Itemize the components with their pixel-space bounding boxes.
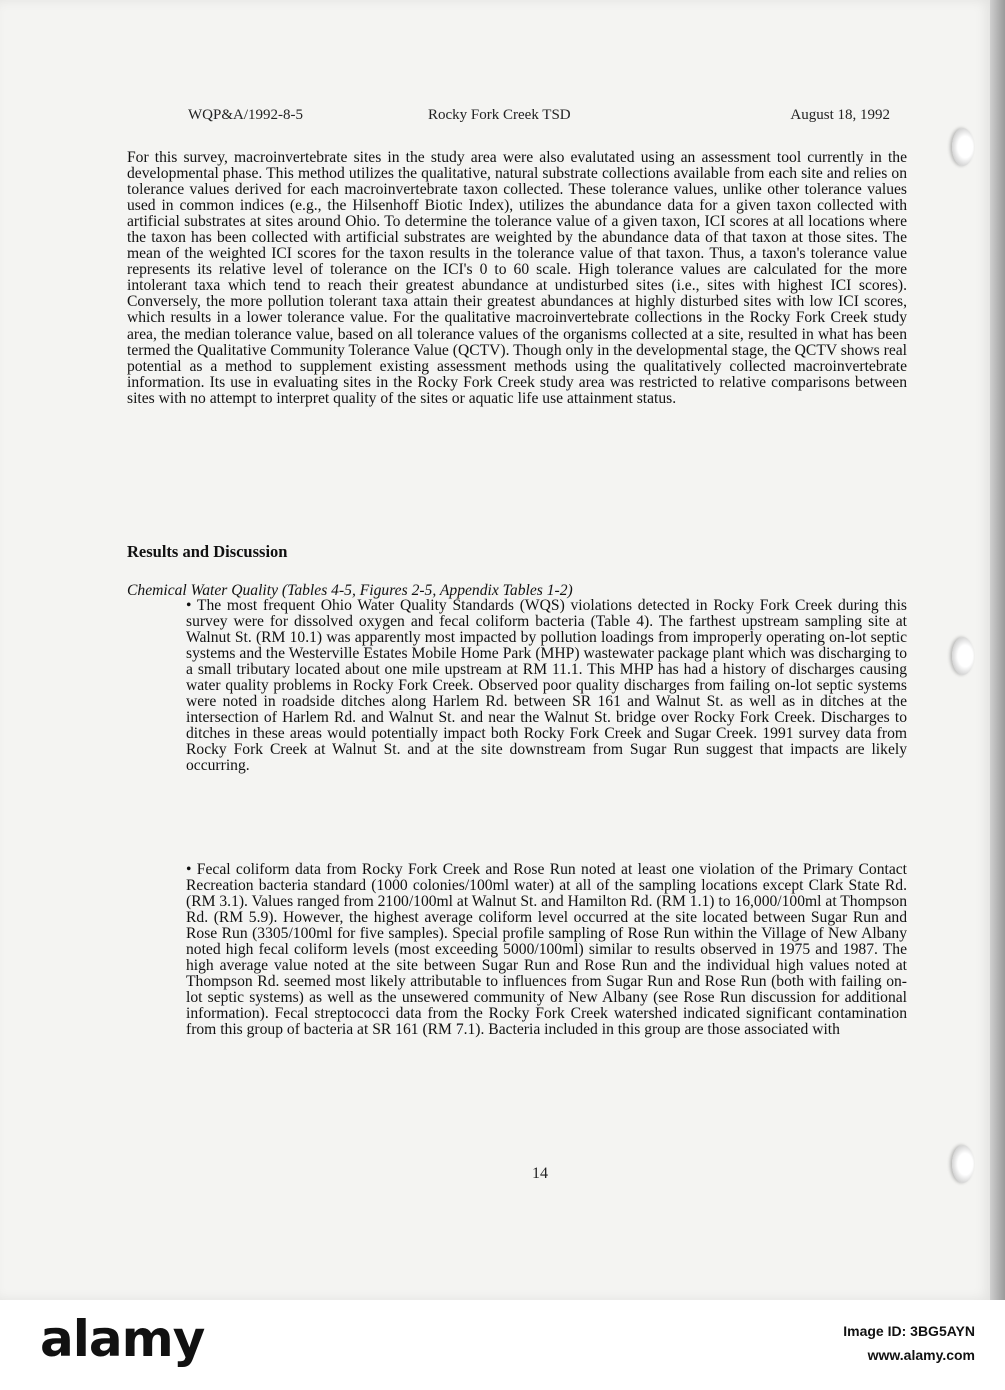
page-edge	[990, 0, 1005, 1300]
binder-hole-top	[952, 128, 974, 166]
page-number: 14	[532, 1165, 548, 1182]
binder-hole-middle	[952, 637, 974, 675]
intro-paragraph: For this survey, macroinvertebrate sites in the study area were also evalutated using an assessment tool currently in the developmental phase. This method utilizes the qualitative, natural substrate collections available from each site and relies on tolerance values derived for each macroinvertebrate taxon collected. These tolerance values, unlike other tolerance values used in common indices (e.g., the Hilsenhoff Biotic Index), utilizes the abundance data for a given taxon collected with artificial substrates at sites around Ohio. To determine the tolerance value of a given taxon, ICI scores at all locations where the taxon has been collected with artificial substrates are weighted by the abundance data of that taxon at those sites. The mean of the weighted ICI scores for the taxon results in the tolerance value of that taxon. Thus, a taxon's tolerance value represents its relative level of tolerance on the ICI's 0 to 60 scale. High tolerance values are calculated for the more intolerant taxa which tend to reach their greatest abundance at undisturbed sites (i.e., sites with highest ICI scores). Conversely, the more pollution tolerant taxa attain their greatest abundances at highly disturbed sites with low ICI scores, which results in a lower tolerance value. For the qualitative macroinvertebrate collections in the Rocky Fork Creek study area, the median tolerance value, based on all tolerance values of the organisms collected at a site, resulted in what has been termed the Qualitative Community Tolerance Value (QCTV). Though only in the developmental stage, the QCTV shows real potential as a method to supplement existing assessment methods using the qualitatively collected macroinvertebrate information. Its use in evaluating sites in the Rocky Fork Creek study area was restricted to relative comparisons between sites with no attempt to interpret quality of the sites or aquatic life use attainment status.	[127, 149, 907, 407]
header-date: August 18, 1992	[790, 107, 890, 123]
bullet-paragraph-1-block	[186, 598, 907, 775]
stock-brand-logo: alamy	[40, 1310, 205, 1368]
intro-paragraph-block	[127, 150, 907, 407]
bullet-paragraph-2: • Fecal coliform data from Rocky Fork Creek and Rose Run noted at least one violation of the Primary Contact Recreation bacteria standard (1000 colonies/100ml water) at all of the sampling locations except Clark State Rd. (RM 3.1). Values ranged from 2100/100ml at Walnut St. and Hamilton Rd. (RM 1.1) to 16,000/100ml at Thompson Rd. (RM 5.9). However, the highest average coliform level occurred at the site located between Sugar Run and Rose Run (3305/100ml for five samples). Special profile sampling of Rose Run within the Village of New Albany noted high fecal coliform levels (most exceeding 5000/100ml) similar to results observed in 1975 and 1987. The high average value noted at the site between Sugar Run and Rose Run and the individual high values noted at Thompson Rd. seemed most likely attributable to influences from Sugar Run and Rose Run (both with failing on-lot septic systems) as well as the unsewered community of New Albany (see Rose Run discussion for additional information). Fecal streptococci data from the Rocky Fork Creek watershed indicated significant contamination from this group of bacteria at SR 161 (RM 7.1). Bacteria included in this group are those associated with	[186, 861, 907, 1039]
running-header	[188, 107, 890, 127]
bullet-paragraph-2-block	[186, 862, 907, 1039]
header-report-id: WQP&A/1992-8-5	[188, 107, 303, 123]
stock-url: www.alamy.com	[867, 1347, 975, 1363]
subsection-heading: Chemical Water Quality (Tables 4-5, Figures 2-5, Appendix Tables 1-2)	[127, 582, 573, 599]
bullet-paragraph-1: • The most frequent Ohio Water Quality Standards (WQS) violations detected in Rocky Fork Creek during this survey were for dissolved oxygen and fecal coliform bacteria (Table 4). The farthest upstream sampling site at Walnut St. (RM 10.1) was apparently most impacted by pollution loadings from improperly operating on-lot septic systems and the Westerville Estates Mobile Home Park (MHP) wastewater package plant which was discharging to a small tributary located about one mile upstream at RM 11.1. This MHP has had a history of discharges causing water quality problems in Rocky Fork Creek. Observed poor quality discharges from failing on-lot septic systems were noted in roadside ditches along Harlem Rd. between SR 161 and Walnut St. as well as in ditches at the intersection of Harlem Rd. and Walnut St. and near the Walnut St. bridge over Rocky Fork Creek. Discharges to ditches in these areas would potentially impact both Rocky Fork Creek and Sugar Creek. 1991 survey data from Rocky Fork Creek at Walnut St. and at the site downstream from Sugar Run suggest that impacts are likely occurring.	[186, 597, 907, 775]
binder-hole-bottom	[952, 1145, 974, 1183]
stock-image-id: Image ID: 3BG5AYN	[843, 1323, 975, 1339]
section-heading: Results and Discussion	[127, 542, 288, 561]
header-title: Rocky Fork Creek TSD	[428, 107, 571, 123]
